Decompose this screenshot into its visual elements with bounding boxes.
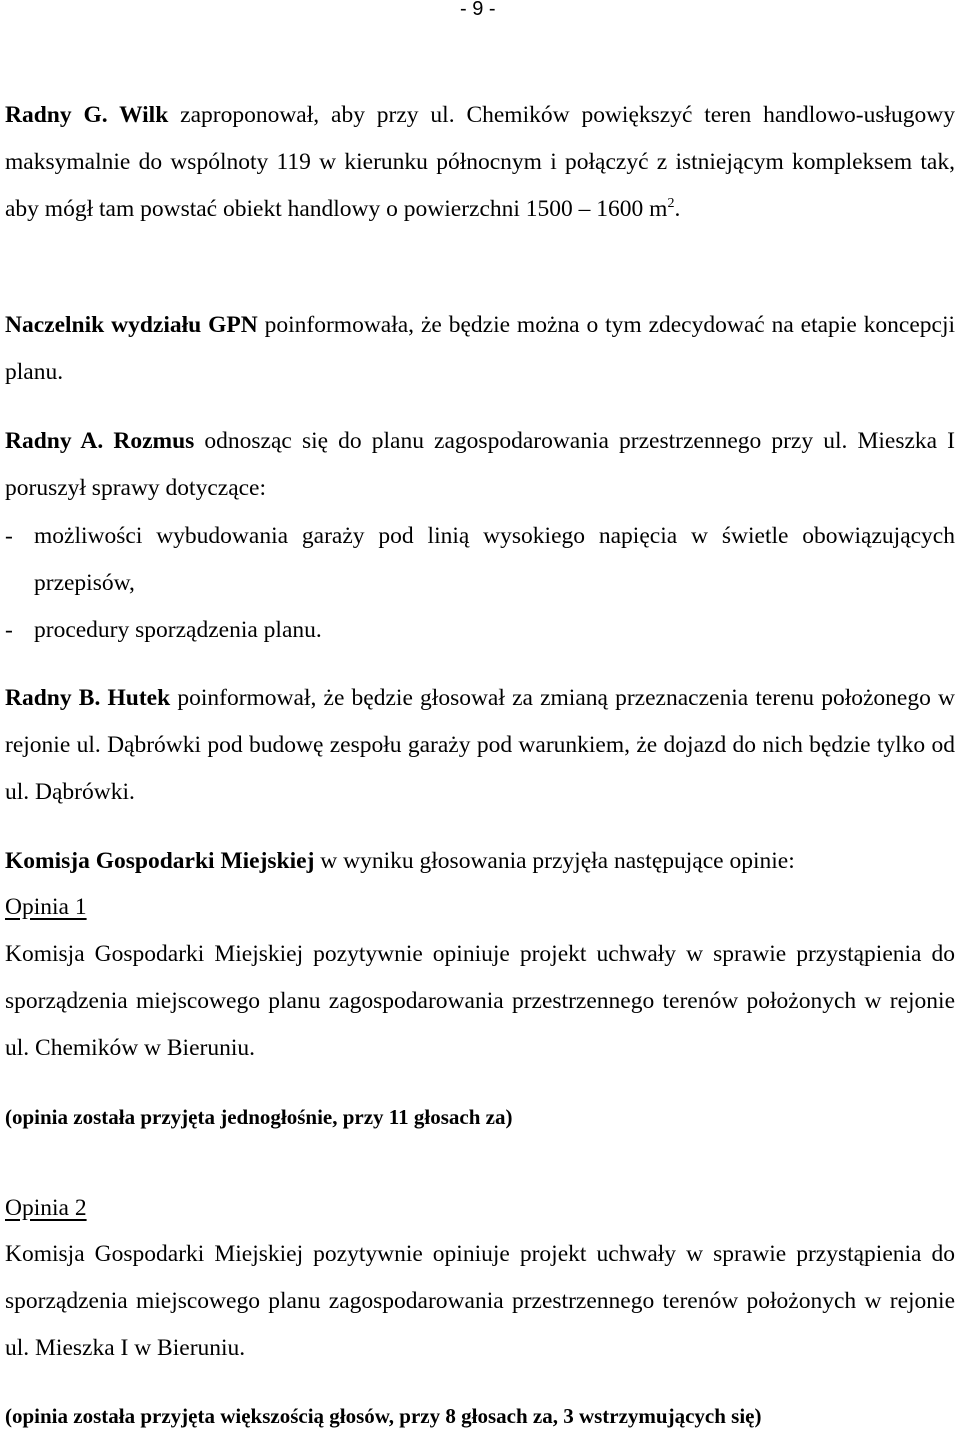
page-number: - 9 - (460, 0, 496, 20)
list-item-text: procedury sporządzenia planu. (34, 617, 322, 643)
list-item (5, 607, 955, 654)
paragraph-text: odnosząc się do planu zagospodarowania przestrzennego przy ul. Mieszka I poruszył sprawy dotyczące: (5, 428, 956, 501)
paragraph-hutek (5, 675, 955, 816)
paragraph-wilk (5, 92, 955, 233)
paragraph-naczelnik (5, 302, 955, 396)
opinion-1-vote: (opinia została przyjęta jednogłośnie, przy 11 głosach za) (5, 1105, 513, 1129)
list-dash: - (5, 523, 13, 549)
paragraph-end: . (674, 196, 681, 222)
opinion-1-text: Komisja Gospodarki Miejskiej pozytywnie opiniuje projekt uchwały w sprawie przystąpienia do sporządzenia miejscowego planu zagospodarowania przestrzennego terenów położonych w rejonie ul. Chemików w Bieruniu. (5, 941, 955, 1061)
paragraph-komisja (5, 838, 955, 885)
speaker-name: Radny A. Rozmus (5, 428, 195, 454)
speaker-name: Radny B. Hutek (5, 685, 171, 711)
superscript: 2 (667, 196, 675, 211)
speaker-name: Naczelnik wydziału GPN (5, 312, 258, 338)
paragraph-text: poinformowała, że będzie można o tym zdecydować na etapie koncepcji planu. (5, 312, 956, 385)
opinion-1-heading: Opinia 1 (5, 894, 87, 920)
paragraph-text: zaproponował, aby przy ul. Chemików powiększyć teren handlowo-usługowy maksymalnie do wspólnoty 119 w kierunku północnym i połączyć z istniejącym kompleksem tak, aby mógł tam powstać obiekt handlowy o powierzchni 1500 – 1600 m (5, 102, 955, 222)
list-dash: - (5, 617, 13, 643)
opinion-2-vote: (opinia została przyjęta większością głosów, przy 8 głosach za, 3 wstrzymujących się) (5, 1404, 762, 1428)
paragraph-text: poinformował, że będzie głosował za zmianą przeznaczenia terenu położonego w rejonie ul. Dąbrówki pod budowę zespołu garaży pod warunkiem, że dojazd do nich będzie tylko od ul. Dąbrówki. (5, 685, 955, 805)
paragraph-text: w wyniku głosowania przyjęła następujące opinie: (314, 848, 795, 874)
paragraph-rozmus (5, 418, 955, 512)
opinion-2-text: Komisja Gospodarki Miejskiej pozytywnie opiniuje projekt uchwały w sprawie przystąpienia do sporządzenia miejscowego planu zagospodarowania przestrzennego terenów położonych w rejonie ul. Mieszka I w Bieruniu. (5, 1241, 955, 1361)
speaker-name: Radny G. Wilk (5, 102, 169, 128)
list-item (5, 513, 955, 607)
speaker-name: Komisja Gospodarki Miejskiej (5, 848, 315, 874)
list-item-text: możliwości wybudowania garaży pod linią wysokiego napięcia w świetle obowiązujących przepisów, (34, 523, 955, 596)
opinion-2-heading: Opinia 2 (5, 1195, 87, 1221)
